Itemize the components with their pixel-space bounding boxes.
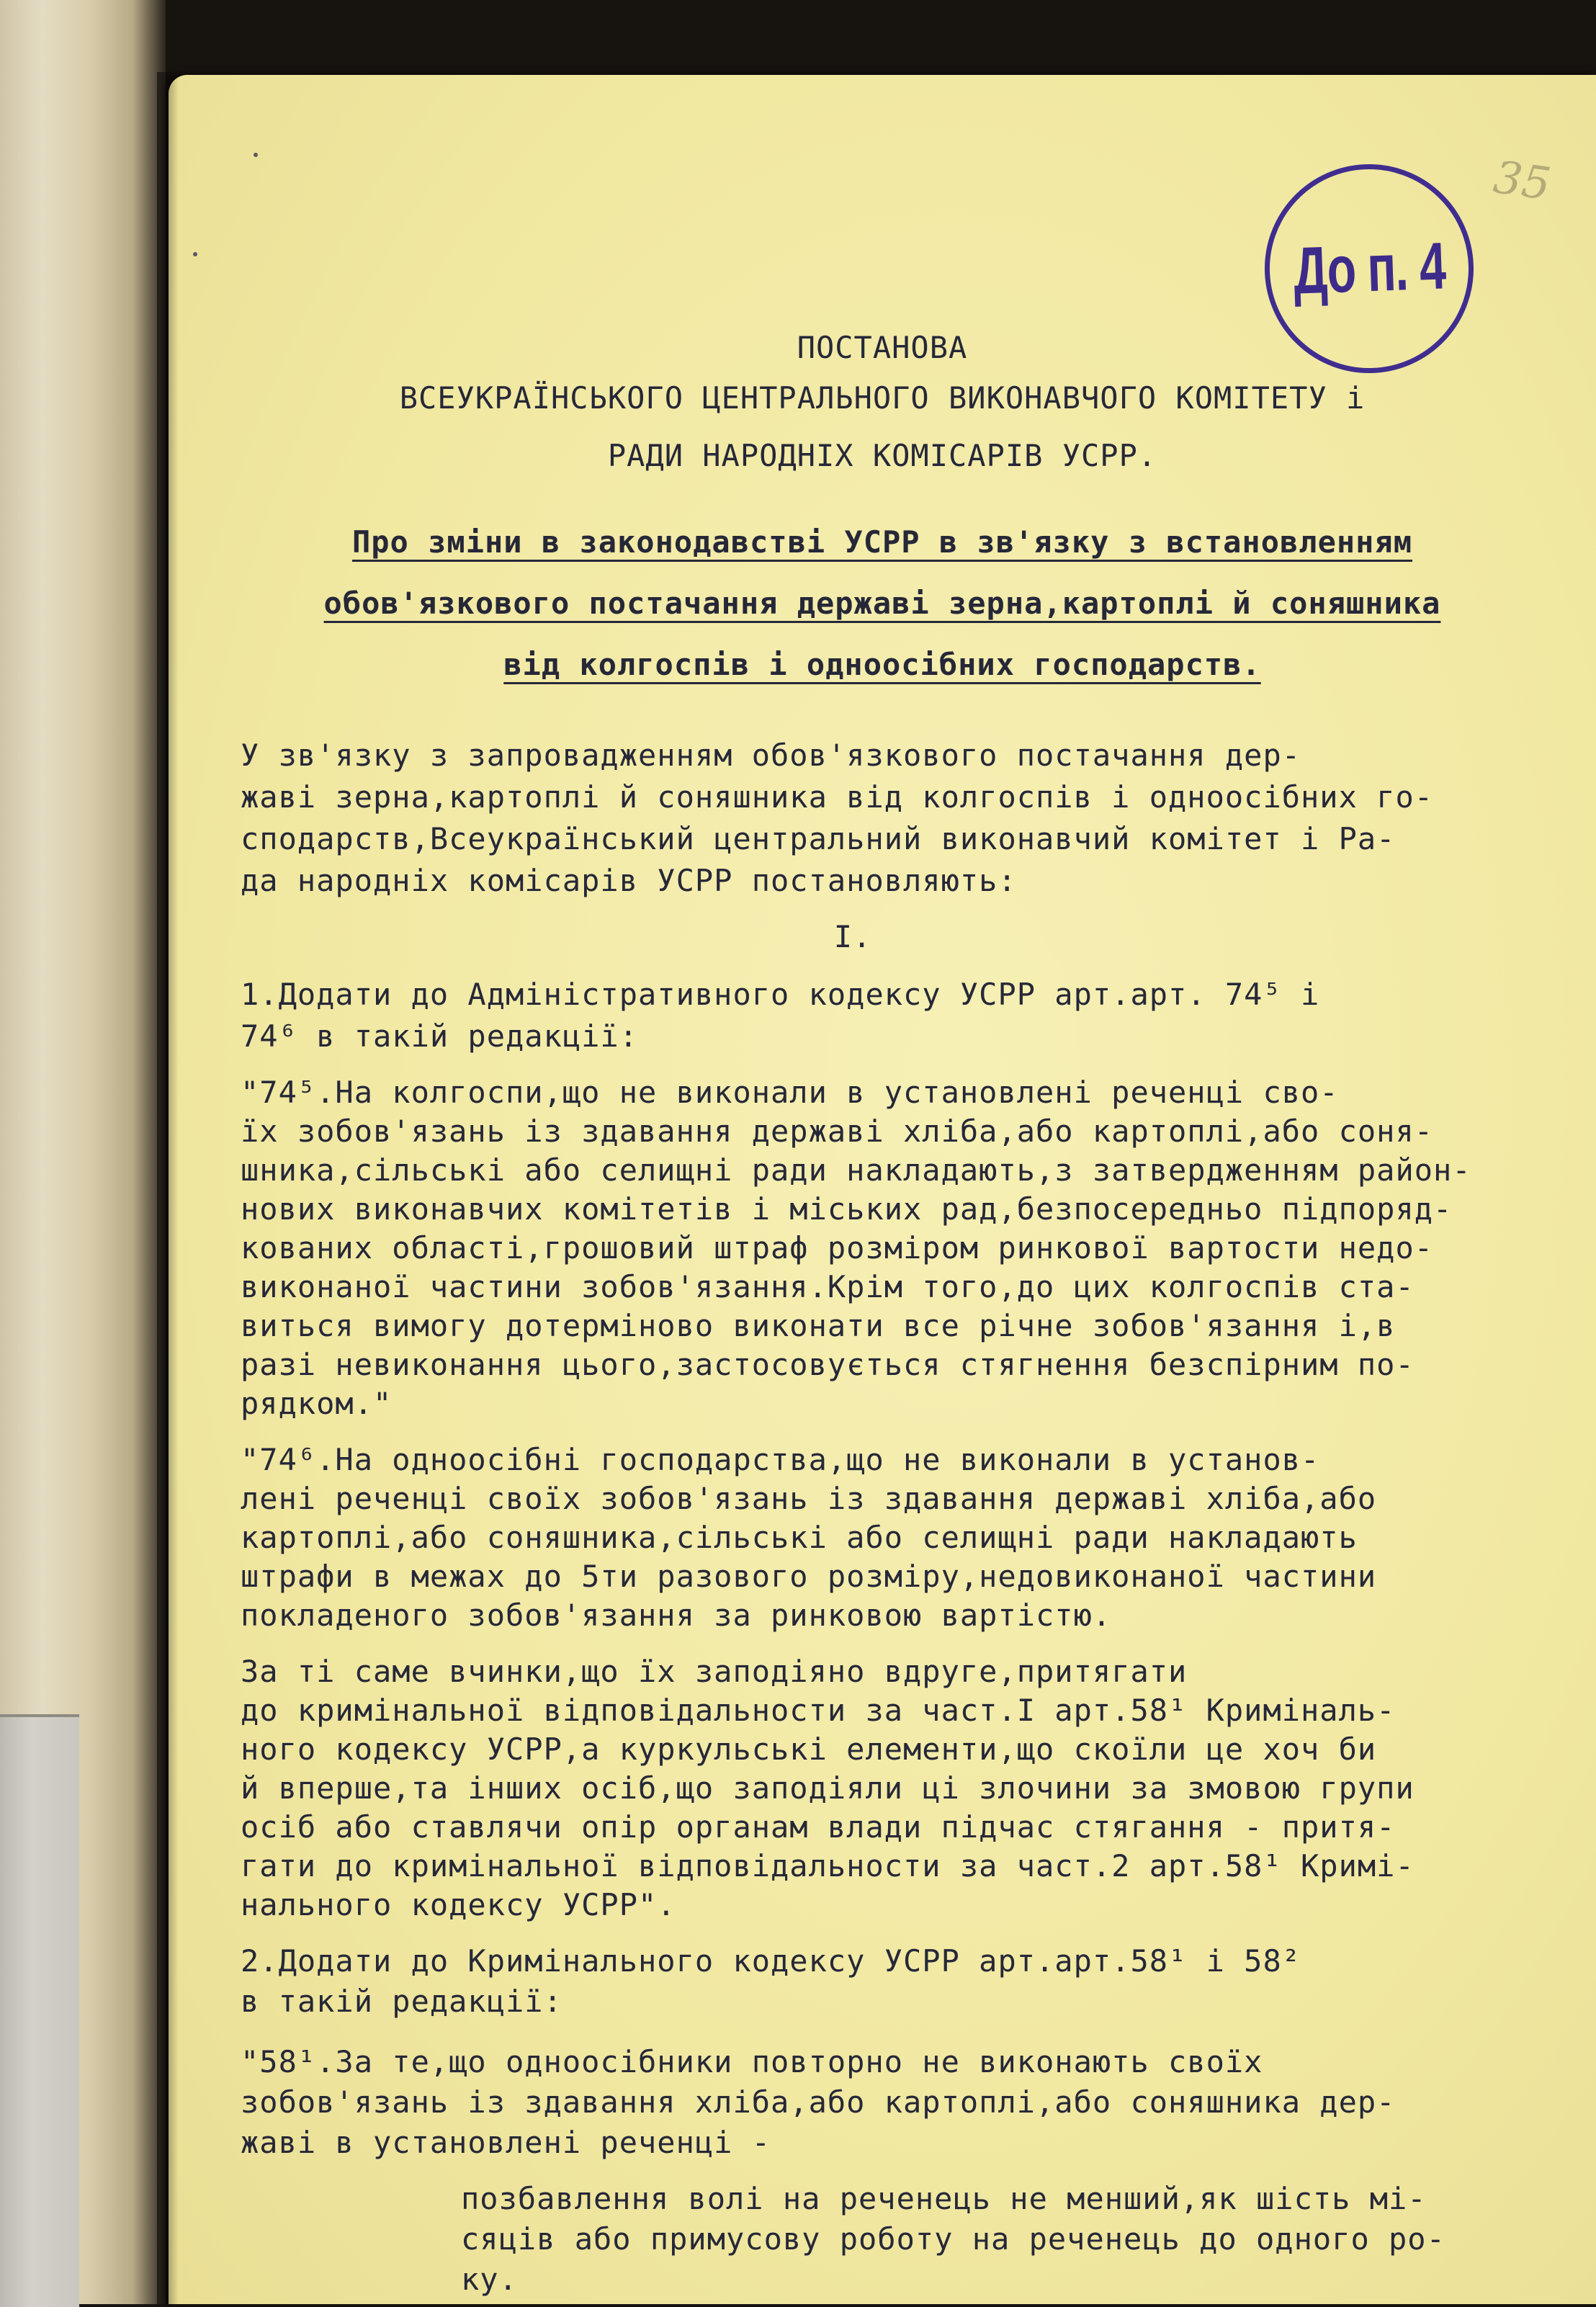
para3-line: За ті саме вчинки,що їх заподіяно вдруге,притягати: [241, 1654, 1188, 1689]
art745-line: "74⁵.На колгоспи,що не виконали в установлені реченці сво-: [241, 1075, 1339, 1110]
section-number: I.: [833, 919, 872, 954]
preamble-line: сподарств,Всеукраїнський центральний виконавчий комітет і Ра-: [241, 821, 1396, 856]
document-page: [169, 75, 1596, 2304]
item2-line: в такій редакції:: [241, 1984, 562, 2019]
preamble-line: да народніх комісарів УСРР постановляють:: [241, 863, 1017, 898]
subtitle-line-1: Про зміни в законодавстві УСРР в зв'язку з встановленням: [351, 524, 1413, 560]
heading-line-3: РАДИ НАРОДНІХ КОМІСАРІВ УСРР.: [607, 438, 1157, 473]
para3-line: гати до кримінальної відповідальности за част.2 арт.58¹ Кримі-: [241, 1848, 1415, 1883]
heading-line-1: ПОСТАНОВА: [797, 330, 968, 365]
para3-line: нального кодексу УСРР".: [241, 1887, 676, 1922]
heading-line-2: ВСЕУКРАЇНСЬКОГО ЦЕНТРАЛЬНОГО ВИКОНАВЧОГО КОМІТЕТУ і: [399, 380, 1366, 416]
paper-speck: [193, 252, 197, 256]
binding-fold: [0, 1714, 79, 2307]
preamble-line: У зв'язку з запровадженням обов'язкового постачання дер-: [241, 738, 1301, 773]
page-shadow: [157, 72, 179, 2304]
penalty-line: ку.: [461, 2262, 518, 2297]
art746-line: лені реченці своїх зобов'язань із здавання державі хліба,або: [241, 1481, 1377, 1516]
preamble-line: жаві зерна,картоплі й соняшника від колгоспів і одноосібних го-: [241, 779, 1434, 815]
penalty-line: сяців або примусову роботу на реченець до одного ро-: [461, 2221, 1445, 2257]
art745-line: їх зобов'язань із здавання державі хліба,або картоплі,або соня-: [241, 1114, 1434, 1149]
art746-line: штрафи в межах до 5ти разового розміру,недовиконаної частини: [241, 1559, 1377, 1594]
item2-line: 2.Додати до Кримінального кодексу УСРР арт.арт.58¹ і 58²: [241, 1943, 1301, 1979]
para3-line: до кримінальної відповідальности за част.I арт.58¹ Криміналь-: [241, 1693, 1396, 1728]
art746-line: "74⁶.На одноосібні господарства,що не виконали в установ-: [241, 1442, 1320, 1477]
stamp-text: До п. 4: [1292, 228, 1446, 308]
art746-line: покладеного зобов'язання за ринковою вартістю.: [241, 1598, 1112, 1633]
art745-line: виконаної частини зобов'язання.Крім того,до цих колгоспів ста-: [241, 1269, 1415, 1304]
para3-line: й вперше,та інших осіб,що заподіяли ці злочини за змовою групи: [241, 1770, 1415, 1806]
paper-speck: [254, 153, 258, 157]
art745-line: рядком.": [241, 1386, 393, 1421]
para3-line: осіб або ставлячи опір органам влади підчас стягання - притя-: [241, 1809, 1396, 1845]
para3-line: ного кодексу УСРР,а куркульські елементи,що скоїли це хоч би: [241, 1732, 1377, 1767]
art746-line: картоплі,або соняшника,сільські або селищні ради накладають: [241, 1520, 1358, 1555]
art581-line: зобов'язань із здавання хліба,або картоплі,або соняшника дер-: [241, 2084, 1396, 2120]
item1-line: 74⁶ в такій редакції:: [241, 1018, 639, 1054]
art745-line: шника,сільські або селищні ради накладають,з затвердженням район-: [241, 1152, 1471, 1188]
archive-page-number: 35: [1490, 150, 1554, 211]
art581-line: "58¹.За те,що одноосібники повторно не виконають своїх: [241, 2044, 1263, 2079]
art581-line: жаві в установлені реченці -: [241, 2125, 771, 2160]
subtitle-line-2: обов'язкового постачання державі зерна,картоплі й соняшника: [323, 586, 1441, 621]
subtitle-line-3: від колгоспів і одноосібних господарств.: [503, 647, 1261, 682]
art745-line: нових виконавчих комітетів і міських рад,безпосередньо підпоряд-: [241, 1191, 1453, 1227]
art745-line: разі невиконання цього,застосовується стягнення безспірним по-: [241, 1347, 1415, 1382]
art745-line: виться вимогу дотерміново виконати все річне зобов'язання і,в: [241, 1308, 1396, 1343]
art745-line: кованих області,грошовий штраф розміром ринкової вартости недо-: [241, 1230, 1434, 1266]
penalty-line: позбавлення волі на реченець не менший,як шість мі-: [461, 2181, 1427, 2216]
item1-line: 1.Додати до Адміністративного кодексу УСРР арт.арт. 74⁵ і: [241, 977, 1320, 1012]
